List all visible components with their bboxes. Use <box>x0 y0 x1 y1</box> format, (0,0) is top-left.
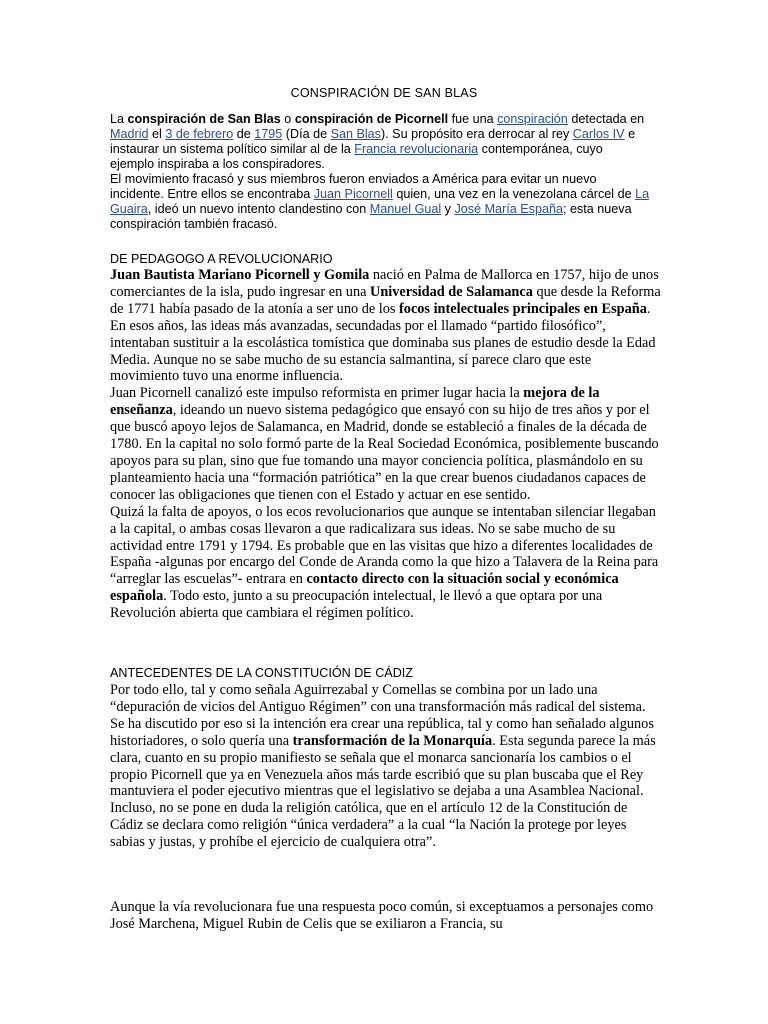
intro-text: detectada en <box>567 112 645 126</box>
body-text: nació en Palma de Mallorca en 1757, hijo de unos comerciantes de la isla, pudo ingresar en una <box>110 267 659 300</box>
body-text: . Esta segunda parece la más clara, cuanto en su propio manifiesto se señala que el monarca sancionaría los cambios o el propio Picornell que ya en Venezuela años más tarde escribió que su plan buscaba que el Rey mantuviera el poder ejecutivo mientras que el legislativo se dejaba a una Asamblea Nacional. <box>110 732 656 800</box>
bold-term: transformación de la Monarquía <box>292 732 493 749</box>
intro-text: El movimiento fracasó y sus miembros fueron enviados a América para evitar un nuevo incidente. Entre ellos se encontraba <box>110 172 597 201</box>
intro-text: el <box>148 127 166 141</box>
section-antecedentes-body <box>110 682 662 851</box>
link-juan-picornell[interactable]: Juan Picornell <box>313 187 393 201</box>
intro-text: ). Su propósito era derrocar al rey <box>380 127 573 141</box>
document-title: CONSPIRACIÓN DE SAN BLAS <box>290 86 478 100</box>
intro-text: (Día de <box>282 127 331 141</box>
intro-section <box>110 112 650 232</box>
section-heading-antecedentes: ANTECEDENTES DE LA CONSTITUCIÓN DE CÁDIZ <box>110 666 413 680</box>
body-text: . En esos años, las ideas más avanzadas, secundadas por el llamado “partido filosófico”, intentaban sustituir a la escolástica tomística que dominaba sus planes de estudio desde la Edad Media. Aunque no se sabe mucho de su estancia salmantina, sí parece claro que este movimiento tuvo una enorme influencia. <box>110 300 656 385</box>
intro-text: ; esta nueva conspiración también fracasó. <box>110 202 632 231</box>
intro-text: contemporánea, cuyo ejemplo inspiraba a los conspiradores. <box>110 142 603 171</box>
link-la-guaira[interactable]: La Guaira <box>110 187 650 216</box>
closing-paragraph: Aunque la vía revolucionara fue una respuesta poco común, si exceptuamos a personajes como José Marchena, Miguel Rubin de Celis que se exiliaron a Francia, su <box>110 899 654 932</box>
bold-term: Universidad de Salamanca <box>370 283 533 300</box>
paragraph <box>110 682 662 800</box>
bold-term: contacto directo con la situación social y económica española <box>110 571 619 605</box>
link-3-de-febrero[interactable]: 3 de febrero <box>165 127 234 141</box>
body-text: . Todo esto, junto a su preocupación intelectual, le llevó a que optara por una Revolución abierta que cambiara el régimen político. <box>110 588 603 622</box>
paragraph: Incluso, no se pone en duda la religión católica, que en el artículo 12 de la Constitución de Cádiz se declara como religión “única verdadera” a la cual “la Nación la protege por leyes sabias y justas, y prohíbe el ejercicio de cualquiera otra”. <box>110 800 628 851</box>
intro-paragraph-2 <box>110 172 650 232</box>
intro-text: de <box>233 127 255 141</box>
link-francia-revolucionaria[interactable]: Francia revolucionaria <box>354 142 479 156</box>
intro-text: La <box>110 112 128 126</box>
paragraph <box>110 385 662 503</box>
intro-text: y <box>441 202 455 216</box>
bold-term: Juan Bautista Mariano Picornell y Gomila <box>110 267 370 283</box>
intro-text: e instaurar un sistema político similar al de la <box>110 127 636 156</box>
body-text: Por todo ello, tal y como señala Aguirrezabal y Comellas se combina por un lado una “depuración de vicios del Antiguo Régimen” con una transformación más radical del sistema. Se ha discutido por eso si la intención era crear una república, tal y como han señalado algunos historiadores, o solo quería una <box>110 682 654 749</box>
body-text: que desde la Reforma de 1771 había pasado de la atonía a ser uno de los <box>110 283 661 317</box>
intro-text: , ideó un nuevo intento clandestino con <box>147 202 370 216</box>
section-heading-pedagogo: DE PEDAGOGO A REVOLUCIONARIO <box>110 252 333 266</box>
bold-term: focos intelectuales principales en España <box>399 300 647 317</box>
link-san-blas[interactable]: San Blas <box>330 127 381 141</box>
body-text: Quizá la falta de apoyos, o los ecos revolucionarios que aunque se intentaban silenciar llegaban a la capital, o ambas cosas llevaron a que radicalizara sus ideas. No se sabe mucho de su actividad entre 1791 y 1794. Es probable que en las visitas que hizo a diferentes localidades de España -algunas por encargo del Conde de Aranda como la que hizo a Talavera de la Reina para “arreglar las escuelas”- entrara en <box>110 503 659 588</box>
bold-term: conspiración de Picornell <box>294 112 449 126</box>
intro-paragraph-1 <box>110 112 650 172</box>
link-madrid[interactable]: Madrid <box>110 127 149 141</box>
body-text: Juan Picornell canalizó este impulso reformista en primer lugar hacia la <box>110 385 524 402</box>
paragraph <box>110 504 662 622</box>
link-conspiracion[interactable]: conspiración <box>497 112 568 126</box>
link-1795[interactable]: 1795 <box>254 127 283 141</box>
intro-text: quien, una vez en la venezolana cárcel de <box>392 187 636 201</box>
paragraph <box>110 267 662 385</box>
link-carlos-iv[interactable]: Carlos IV <box>572 127 625 141</box>
body-text: , ideando un nuevo sistema pedagógico que ensayó con su hijo de tres años y por el que buscó apoyo lejos de Salamanca, en Madrid, donde se estableció a finales de la década de 1780. En la capital no solo formó parte de la Real Sociedad Económica, posiblemente buscando apoyos para su plan, sino que fue tomando una mayor conciencia política, plasmándolo en su planteamiento hacia una “formación patriótica” en la que crear buenos ciudadanos capaces de conocer las obligaciones que tienen con el Estado y actuar en ese sentido. <box>110 402 659 503</box>
bold-term: mejora de la enseñanza <box>110 385 600 419</box>
link-manuel-gual[interactable]: Manuel Gual <box>369 202 442 216</box>
link-jose-maria-espana[interactable]: José María España <box>454 202 563 216</box>
section-pedagogo-body <box>110 267 662 622</box>
intro-text: fue una <box>448 112 498 126</box>
bold-term: conspiración de San Blas <box>127 112 281 126</box>
intro-text: o <box>280 112 295 126</box>
